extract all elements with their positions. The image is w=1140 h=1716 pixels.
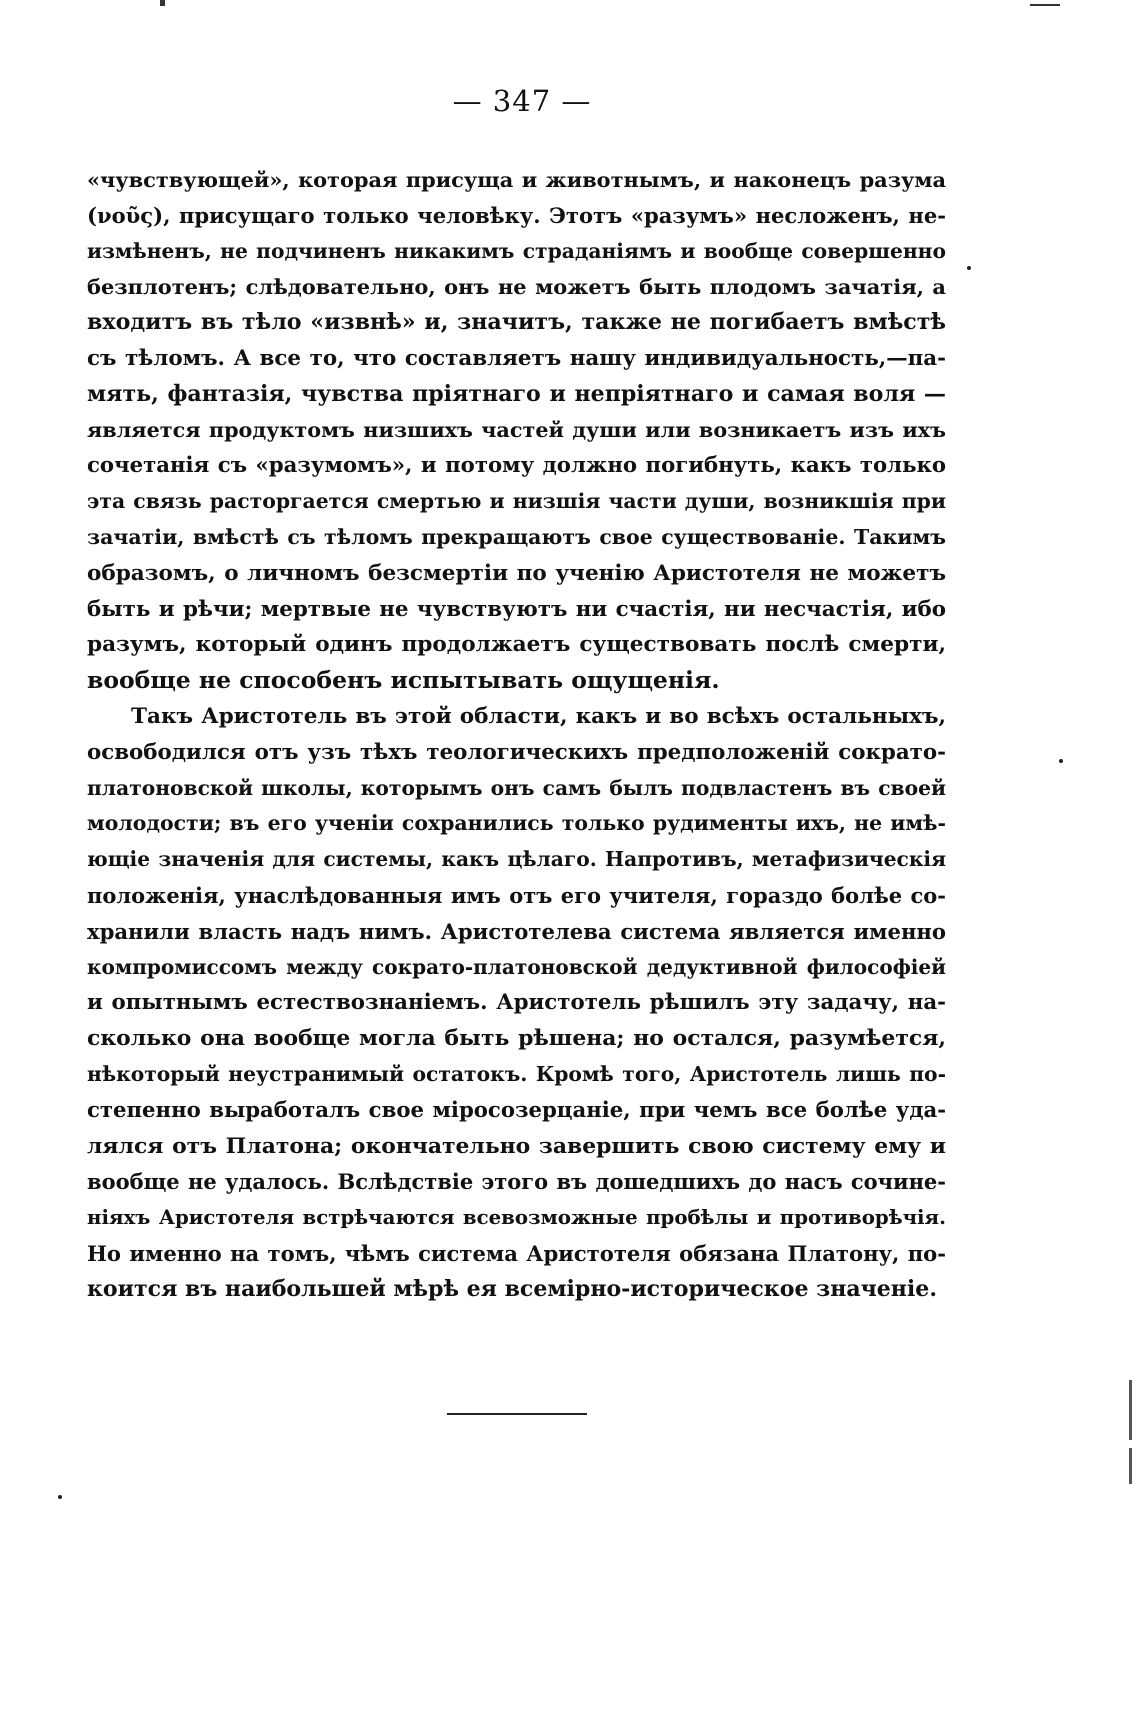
text-line: образомъ, о личномъ безсмертіи по ученію Аристотеля не можетъ	[87, 560, 946, 586]
text-line: вообще не способенъ испытывать ощущенія.	[87, 666, 720, 695]
text-line: является продуктомъ низшихъ частей души или возникаетъ изъ ихъ	[87, 417, 946, 442]
text-line: вообще не удалось. Вслѣдствіе этого въ дошедшихъ до насъ сочине-	[87, 1169, 946, 1195]
text-line: освободился отъ узъ тѣхъ теологическихъ предположеній сократо-	[87, 739, 946, 765]
text-line: сочетанія съ «разумомъ», и потому должно погибнуть, какъ только	[87, 453, 946, 479]
text-line: «чувствующей», которая присуща и животнымъ, и наконецъ разума	[87, 167, 946, 192]
text-line: съ тѣломъ. А все то, что составляетъ нашу индивидуальность,—па-	[87, 345, 946, 371]
text-line: входитъ въ тѣло «извнѣ» и, значитъ, также не погибаетъ вмѣстѣ	[87, 309, 946, 336]
text-line: хранили власть надъ нимъ. Аристотелева система является именно	[87, 918, 946, 944]
text-line: коится въ наибольшей мѣрѣ ея всемірно-историческое значеніе.	[87, 1275, 938, 1302]
text-line: (νοῦς), присущаго только человѣку. Этотъ «разумъ» несложенъ, не-	[87, 202, 946, 228]
scan-speck	[1059, 759, 1063, 763]
text-line: мять, фантазія, чувства пріятнаго и непріятнаго и самая воля —	[87, 380, 946, 407]
text-line: Но именно на томъ, чѣмъ система Аристотеля обязана Платону, по-	[87, 1240, 946, 1266]
text-line: степенно выработалъ свое міросозерцаніе, при чемъ все болѣе уда-	[87, 1097, 946, 1123]
scan-edge-mark	[1129, 1380, 1132, 1440]
text-line: положенія, унаслѣдованныя имъ отъ его учителя, гораздо болѣе со-	[87, 882, 946, 908]
text-line: эта связь расторгается смертью и низшія части души, возникшія при	[87, 489, 946, 514]
text-line: Такъ Аристотель въ этой области, какъ и во всѣхъ остальныхъ,	[131, 703, 946, 729]
text-line: сколько она вообще могла быть рѣшена; но остался, разумѣется,	[87, 1025, 946, 1052]
paragraph-2	[87, 699, 946, 1308]
text-line: лялся отъ Платона; окончательно завершить свою систему ему и	[87, 1132, 946, 1159]
text-line: измѣненъ, не подчиненъ никакимъ страданіямъ и вообще совершенно	[87, 238, 946, 263]
page-number: — 347 —	[452, 84, 592, 118]
text-line: разумъ, который одинъ продолжаетъ существовать послѣ смерти,	[87, 632, 946, 658]
scan-edge-mark	[1030, 4, 1060, 6]
text-line: молодости; въ его ученіи сохранились только рудименты ихъ, не имѣ-	[87, 811, 946, 836]
text-line: компромиссомъ между сократо-платоновской дедуктивной философіей	[87, 954, 946, 979]
paragraph-1	[87, 162, 946, 699]
scan-speck	[58, 1495, 62, 1499]
text-line: безплотенъ; слѣдовательно, онъ не можетъ быть плодомъ зачатія, а	[87, 274, 946, 300]
scan-edge-mark	[160, 0, 165, 6]
text-line: ніяхъ Аристотеля встрѣчаются всевозможные пробѣлы и противорѣчія.	[87, 1205, 946, 1230]
text-line: зачатіи, вмѣстѣ съ тѣломъ прекращаютъ свое существованіе. Такимъ	[87, 524, 946, 549]
text-line: и опытнымъ естествознаніемъ. Аристотель рѣшилъ эту задачу, на-	[87, 990, 946, 1016]
scan-speck	[967, 266, 971, 270]
scan-edge-mark	[1129, 1448, 1132, 1484]
body-text	[87, 162, 946, 1308]
text-line: нѣкоторый неустранимый остатокъ. Кромѣ того, Аристотель лишь по-	[87, 1061, 946, 1086]
text-line: быть и рѣчи; мертвые не чувствуютъ ни счастія, ни несчастія, ибо	[87, 596, 946, 622]
text-line: платоновской школы, которымъ онъ самъ былъ подвластенъ въ своей	[87, 775, 946, 800]
section-end-rule	[447, 1413, 587, 1415]
text-line: ющіе значенія для системы, какъ цѣлаго. Напротивъ, метафизическія	[87, 847, 946, 872]
